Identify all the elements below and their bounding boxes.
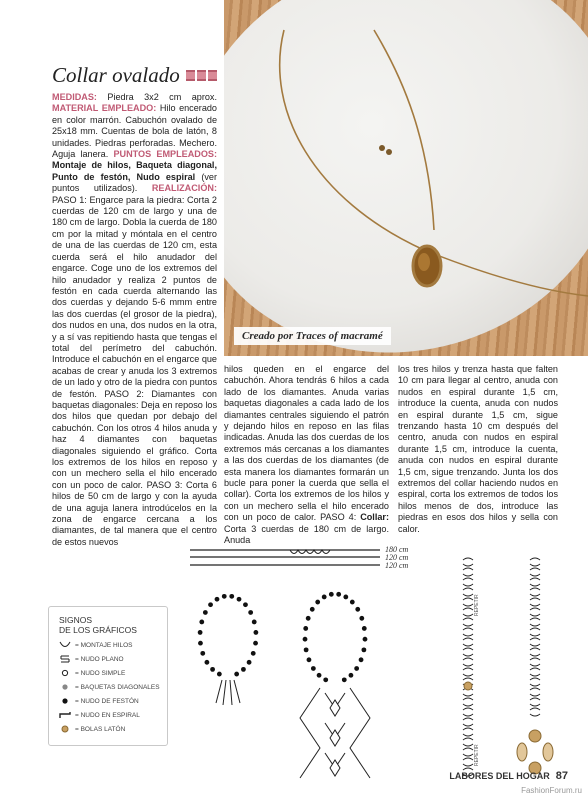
braid-knot — [463, 758, 473, 766]
knot-dot — [355, 607, 360, 612]
knot-dot — [310, 607, 315, 612]
cord-montage-diagram — [180, 542, 420, 572]
braid-knot — [463, 598, 473, 606]
knot-dot — [198, 630, 203, 635]
medidas-label: MEDIDAS: — [52, 92, 97, 102]
knot-dot — [247, 660, 252, 665]
braid-knot — [530, 698, 540, 706]
watermark: FashionForum.ru — [521, 786, 582, 795]
page-footer — [449, 770, 568, 782]
knot-dot — [210, 667, 215, 672]
knot-dot — [253, 630, 258, 635]
text-column-1 — [52, 92, 217, 548]
loop-dots — [198, 594, 259, 676]
collar-braid-diagram-2 — [500, 556, 570, 786]
braid-knot — [463, 698, 473, 706]
braid-knot — [463, 728, 473, 736]
braid-knot — [530, 618, 540, 626]
title-text: Collar ovalado — [52, 63, 180, 87]
braid-knot — [530, 668, 540, 676]
knot-dot — [215, 597, 220, 602]
difficulty-spools-icon — [186, 70, 217, 81]
knot-dot — [252, 620, 257, 625]
knot-dot — [217, 672, 222, 677]
knot-dot — [229, 594, 234, 599]
legend-item-nudo-simple: = NUDO SIMPLE — [59, 669, 125, 677]
knot-dot — [205, 660, 210, 665]
legend-title: SIGNOS DE LOS GRÁFICOS — [59, 615, 137, 635]
braid-knot — [530, 658, 540, 666]
collar-braid-diagram-1 — [448, 556, 488, 786]
braid-knot — [530, 708, 540, 716]
knot-dot — [317, 673, 322, 678]
braid-knot — [530, 558, 540, 566]
magazine-name: LABORES DEL HOGAR — [449, 771, 550, 781]
photo-caption: Creado por Traces of macramé — [234, 327, 391, 345]
necklace-drawing — [224, 0, 588, 356]
braid-knot — [530, 608, 540, 616]
braid-knot — [463, 668, 473, 676]
braid-knot — [463, 588, 473, 596]
knot-dot — [343, 595, 348, 600]
legend-item-baquetas: = BAQUETAS DIAGONALES — [59, 683, 160, 691]
braid-knots-1 — [463, 558, 473, 776]
knot-dot — [234, 672, 239, 677]
page-number: 87 — [555, 770, 568, 782]
knot-dot — [198, 641, 203, 646]
knot-dot — [354, 666, 359, 671]
knot-dot — [315, 600, 320, 605]
material-text: Hilo encerado en color marrón. Cabuchón ovalado de 25x18 mm. Cuentas de bola de latón, 8 unidades. Piedras perforadas. Mechero. Aguja lanera. — [52, 103, 217, 160]
knot-dot — [253, 641, 258, 646]
cord-label-2: 120 cm — [385, 553, 409, 562]
repetir-label-2: REPETIR — [474, 744, 480, 766]
braid-knot — [530, 638, 540, 646]
knot-dot — [199, 620, 204, 625]
diamonds-diagram — [280, 588, 390, 788]
col2-text-1: hilos queden en el engarce del cabuchón. Ahora tendrás 6 hilos a cada lado de los diamantes. Anuda varias baquetas diagonales a cada lado de los diamantes centrales siguiendo el patrón y dejando hilos en reposo en las filas indicadas. Anuda las dos cuerdas de los extremos más cercanas a los diamantes a las dos cuerdas de los diamantes (de esta manera los diamantes formarán un bucle para poner la cuerda que sella el collar). Corta los extremos de los hilos y con un mechero sella el hilo encerado con un poco de calor. PASO 4: — [224, 364, 389, 523]
knot-dot — [336, 592, 341, 597]
knot-dot — [349, 673, 354, 678]
knot-dot — [323, 677, 328, 682]
braid-knot — [463, 708, 473, 716]
knot-dot — [304, 647, 309, 652]
knot-dot — [208, 602, 213, 607]
realizacion-text: PASO 1: Engarce para la piedra: Corta 2 cuerdas de 120 cm de largo y una de 180 cm de largo. Dobla la cuerda de 180 cm por la mitad y móntala en el centro de una de las cuerdas de 120 cm, esta cuerda será el hilo anudador del engarce. Coge uno de los extremos del hilo anudador y realiza 2 puntos de festón en cada cuerda alternando las dos cuerdas y dejando 5-6 mmm entre las dos cuerdas (el grosor de la piedra), dos nudos en una, dos nudos en la otra, y a sí vas repitiendo hasta que tengas el total del perímetro del cabuchón. Introduce el cabuchón en el engarce que acabas de crear y anuda los 3 extremos de un lado y otro de la piedra con puntos de festón. PASO 2: Diamantes con baquetas diagonales: Deja en reposo los dos hilos que quedan por debajo del cabuchón. Con los otros 4 hilos anuda y haz 4 diamantes con baquetas diagonales siguiendo el gráfico. Corta los extremos de los hilos en reposo y con un mechero sella el hilo encerado con un poco de calor. PASO 3: Corta 6 hilos de 50 cm de largo y con la ayuda de una aguja lanera introdúcelos en la zona de engarce cercana a los diamantes, de tal manera que el centro de estos nuevos — [52, 194, 217, 547]
knot-dot — [241, 667, 246, 672]
braid-knot — [463, 718, 473, 726]
text-column-2 — [224, 364, 389, 547]
cord-label-1: 180 cm — [385, 545, 409, 554]
puntos-text: (ver puntos utilizados). — [52, 171, 217, 194]
page-title — [52, 63, 217, 88]
knot-dot — [329, 592, 334, 597]
knot-dot — [222, 594, 227, 599]
knot-dot — [306, 616, 311, 621]
legend-item-espiral: = NUDO EN ESPIRAL — [59, 711, 140, 719]
braid-knot — [463, 568, 473, 576]
knot-dot — [237, 597, 242, 602]
espiral-icon — [59, 711, 71, 719]
knot-dot — [362, 626, 367, 631]
knot-dot — [311, 666, 316, 671]
knot-dot — [361, 647, 366, 652]
realizacion-label: REALIZACIÓN: — [151, 183, 217, 194]
puntos-bold: Montaje de hilos, Baqueta diagonal, Punto de festón, Nudo espiral — [52, 160, 217, 182]
braid-knot — [463, 628, 473, 636]
legend-item-feston: = NUDO DE FESTÓN — [59, 697, 139, 705]
braid-knot — [530, 678, 540, 686]
knot-dot — [248, 610, 253, 615]
material-label: MATERIAL EMPLEADO: — [52, 103, 157, 114]
braid-knots-2 — [530, 558, 540, 716]
braid-knot — [463, 608, 473, 616]
braid-knot — [530, 578, 540, 586]
repetir-label-1: REPETIR — [474, 594, 480, 616]
knot-dot — [251, 651, 256, 656]
knot-dot — [359, 616, 364, 621]
bezel-dots — [303, 592, 368, 682]
braid-knot — [463, 658, 473, 666]
baquetas-icon — [59, 683, 71, 691]
knot-dot — [303, 637, 308, 642]
braid-knot — [530, 598, 540, 606]
nudo-plano-icon — [59, 655, 71, 663]
collar-bold: Collar: — [360, 512, 389, 523]
braid-knot — [463, 738, 473, 746]
braid-knot — [463, 648, 473, 656]
knot-dot — [363, 637, 368, 642]
feston-icon — [59, 697, 71, 705]
symbols-legend — [48, 606, 168, 746]
braid-knot — [463, 578, 473, 586]
braid-knot — [463, 558, 473, 566]
necklace-photo — [224, 0, 588, 356]
braid-knot — [530, 568, 540, 576]
knot-dot — [200, 651, 205, 656]
knot-dot — [342, 677, 347, 682]
braid-knot — [463, 748, 473, 756]
text-column-3 — [398, 364, 558, 535]
knot-dot — [322, 595, 327, 600]
braid-knot — [530, 688, 540, 696]
braid-knot — [463, 618, 473, 626]
knot-dot — [203, 610, 208, 615]
legend-item-bolas: = BOLAS LATÓN — [59, 725, 125, 733]
col3-text: los tres hilos y trenza hasta que falten 10 cm para llegar al centro, anuda con nudos en espiral durante 1,5 cm, introduce la cuenta, anuda con nudos en espiral durante 1,5 cm, sigue trenzando hasta 10 cm después del centro, anuda con nudos en espiral durante 1,5 cm, introduce la cuenta, anuda con nudos en espiral durante 1,5 cm, sigue trenzando. Junta los dos extremos del collar haciendo nudos en espiral, corta los extremos de todos los hilos menos de dos, introduce las piedras en esos dos hilos y sella con calor. — [398, 364, 558, 534]
legend-item-nudo-plano: = NUDO PLANO — [59, 655, 124, 663]
braid-knot — [530, 648, 540, 656]
cord-label-3: 120 cm — [385, 561, 409, 570]
knot-dot — [303, 626, 308, 631]
legend-item-montaje: = MONTAJE HILOS — [59, 641, 133, 649]
bolas-laton-icon — [59, 725, 71, 733]
nudo-simple-icon — [59, 669, 71, 677]
bezel-loop-diagram — [188, 588, 278, 708]
braid-knot — [530, 628, 540, 636]
puntos-label: PUNTOS EMPLEADOS: — [113, 149, 218, 160]
braid-knot — [463, 638, 473, 646]
knot-dot — [359, 657, 364, 662]
medidas-text: Piedra 3x2 cm aprox. — [107, 92, 217, 102]
braid-knot — [530, 588, 540, 596]
montaje-icon — [59, 641, 71, 649]
knot-dot — [307, 657, 312, 662]
knot-dot — [243, 602, 248, 607]
knot-dot — [350, 600, 355, 605]
col2-text-2: Corta 3 cuerdas de 180 cm de largo. Anuda — [224, 523, 389, 546]
